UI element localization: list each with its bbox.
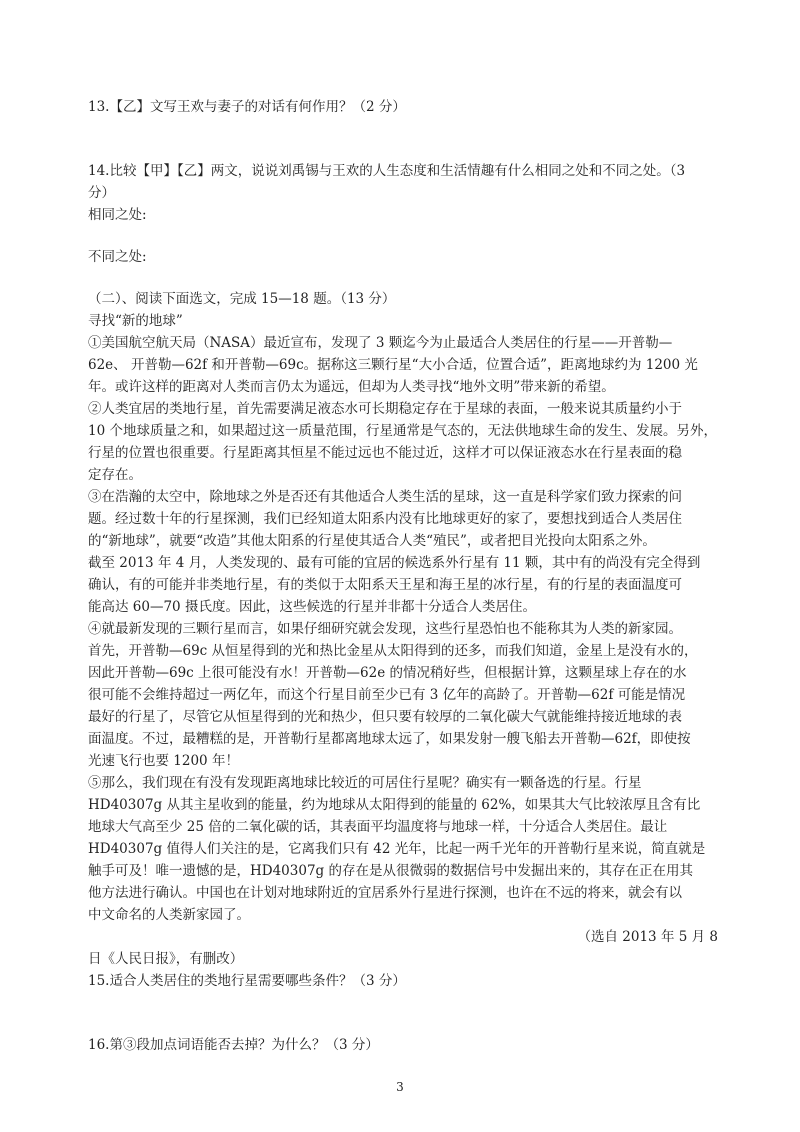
- passage-line: HD40307g 从其主星收到的能量，约为地球从太阳得到的能量的 62%，如果其大气比较浓厚且含有比: [88, 797, 701, 813]
- passage-line: 行星的位置也很重要。行星距离其恒星不能过远也不能过近，这样才可以保证液态水在行星表面的稳: [88, 445, 682, 461]
- passage-line: 确认，有的可能并非类地行星，有的类似于太阳系天王星和海王星的冰行星，有的行星的表面温度可: [88, 577, 682, 593]
- passage-line: 中文命名的人类新家园了。: [88, 907, 250, 923]
- passage-line: 10 个地球质量之和，如果超过这一质量范围，行星通常是气态的，无法供地球生命的发生、发展。另外，: [88, 423, 717, 439]
- question-14-line-2: 分）: [88, 185, 115, 201]
- passage-line: 地球大气高至少 25 倍的二氧化碳的话，其表面平均温度将与地球一样，十分适合人类居住。最让: [88, 819, 668, 835]
- source-citation-line-2: 日《人民日报》，有删改）: [88, 951, 244, 967]
- question-15: 15.适合人类居住的类地行星需要哪些条件？（3 分）: [88, 973, 406, 989]
- passage-line: 能高达 60—70 摄氏度。因此，这些候选的行星并非都十分适合人类居住。: [88, 599, 536, 615]
- passage-line: 首先，开普勒—69c 从恒星得到的光和热比金星从太阳得到的还多，而我们知道，金星上是没有水的，: [88, 643, 698, 659]
- section-heading: （二）、阅读下面选文，完成 15—18 题。（13 分）: [88, 291, 396, 307]
- passage-line: HD40307g 值得人们关注的是，它离我们只有 42 光年，比起一两千光年的开普勒行星来说，简直就是: [88, 841, 706, 857]
- question-13: 13.【乙】文写王欢与妻子的对话有何作用？（2 分）: [88, 99, 406, 115]
- question-16: 16.第③段加点词语能否去掉？为什么？（3 分）: [88, 1037, 379, 1053]
- passage-line: 因此开普勒—69c 上很可能没有水！开普勒—62e 的情况稍好些，但根据计算，这颗星球上存在的水: [88, 665, 687, 681]
- source-citation-line-1: （选自 2013 年 5 月 8: [577, 929, 718, 945]
- passage-line: ④就最新发现的三颗行星而言，如果仔细研究就会发现，这些行星恐怕也不能称其为人类的新家园。: [88, 621, 682, 637]
- question-14-line-1: 14.比较【甲】【乙】两文，说说刘禹锡与王欢的人生态度和生活情趣有什么相同之处和不同之处。（3: [88, 163, 686, 179]
- diff-label: 不同之处:: [88, 249, 147, 265]
- passage-title: 寻找“新的地球”: [88, 313, 183, 329]
- passage-line: 很可能不会维持超过一两亿年，而这个行星目前至少已有 3 亿年的高龄了。开普勒—62f 可能是情况: [88, 687, 686, 703]
- same-label: 相同之处:: [88, 207, 147, 223]
- passage-line: 年。或许这样的距离对人类而言仍太为遥远，但却为人类寻找“地外文明”带来新的希望。: [88, 379, 615, 395]
- passage-line: 光速飞行也要 1200 年！: [88, 753, 239, 769]
- passage-line: 面温度。不过，最糟糕的是，开普勒行星都离地球太远了，如果发射一艘飞船去开普勒—62f，即使按: [88, 731, 691, 747]
- passage-line: 题。经过数十年的行星探测，我们已经知道太阳系内没有比地球更好的家了，要想找到适合人类居住: [88, 511, 682, 527]
- passage-line: ①美国航空航天局（NASA）最近宣布，发现了 3 颗迄今为止最适合人类居住的行星——开普勒—: [88, 335, 673, 351]
- passage-line: 最好的行星了，尽管它从恒星得到的光和热少，但只要有较厚的二氧化碳大气就能维持接近地球的表: [88, 709, 682, 725]
- passage-line: 的“新地球”，就要“改造”其他太阳系的行星使其适合人类“殖民”，或者把目光投向太阳系之外。: [88, 533, 656, 549]
- passage-line: 触手可及！唯一遗憾的是，HD40307g 的存在是从很微弱的数据信号中发掘出来的，其存在正在用其: [88, 863, 693, 879]
- page-number: 3: [396, 1080, 404, 1094]
- passage-line: 截至 2013 年 4 月，人类发现的、最有可能的宜居的候选系外行星有 11 颗，其中有的尚没有完全得到: [88, 555, 701, 571]
- passage-line: 他方法进行确认。中国也在计划对地球附近的宜居系外行星进行探测，也许在不远的将来，就会有以: [88, 885, 682, 901]
- passage-line: ③在浩瀚的太空中，除地球之外是否还有其他适合人类生活的星球，这一直是科学家们致力探索的问: [88, 489, 682, 505]
- passage-line: 定存在。: [88, 467, 142, 483]
- passage-line: ⑤那么，我们现在有没有发现距离地球比较近的可居住行星呢？确实有一颗备选的行星。行星: [88, 775, 642, 791]
- passage-line: 62e、 开普勒—62f 和开普勒—69c。据称这三颗行星“大小合适，位置合适”，距离地球约为 1200 光: [88, 357, 698, 373]
- passage-line: ②人类宜居的类地行星，首先需要满足液态水可长期稳定存在于星球的表面，一般来说其质量约小于: [88, 401, 682, 417]
